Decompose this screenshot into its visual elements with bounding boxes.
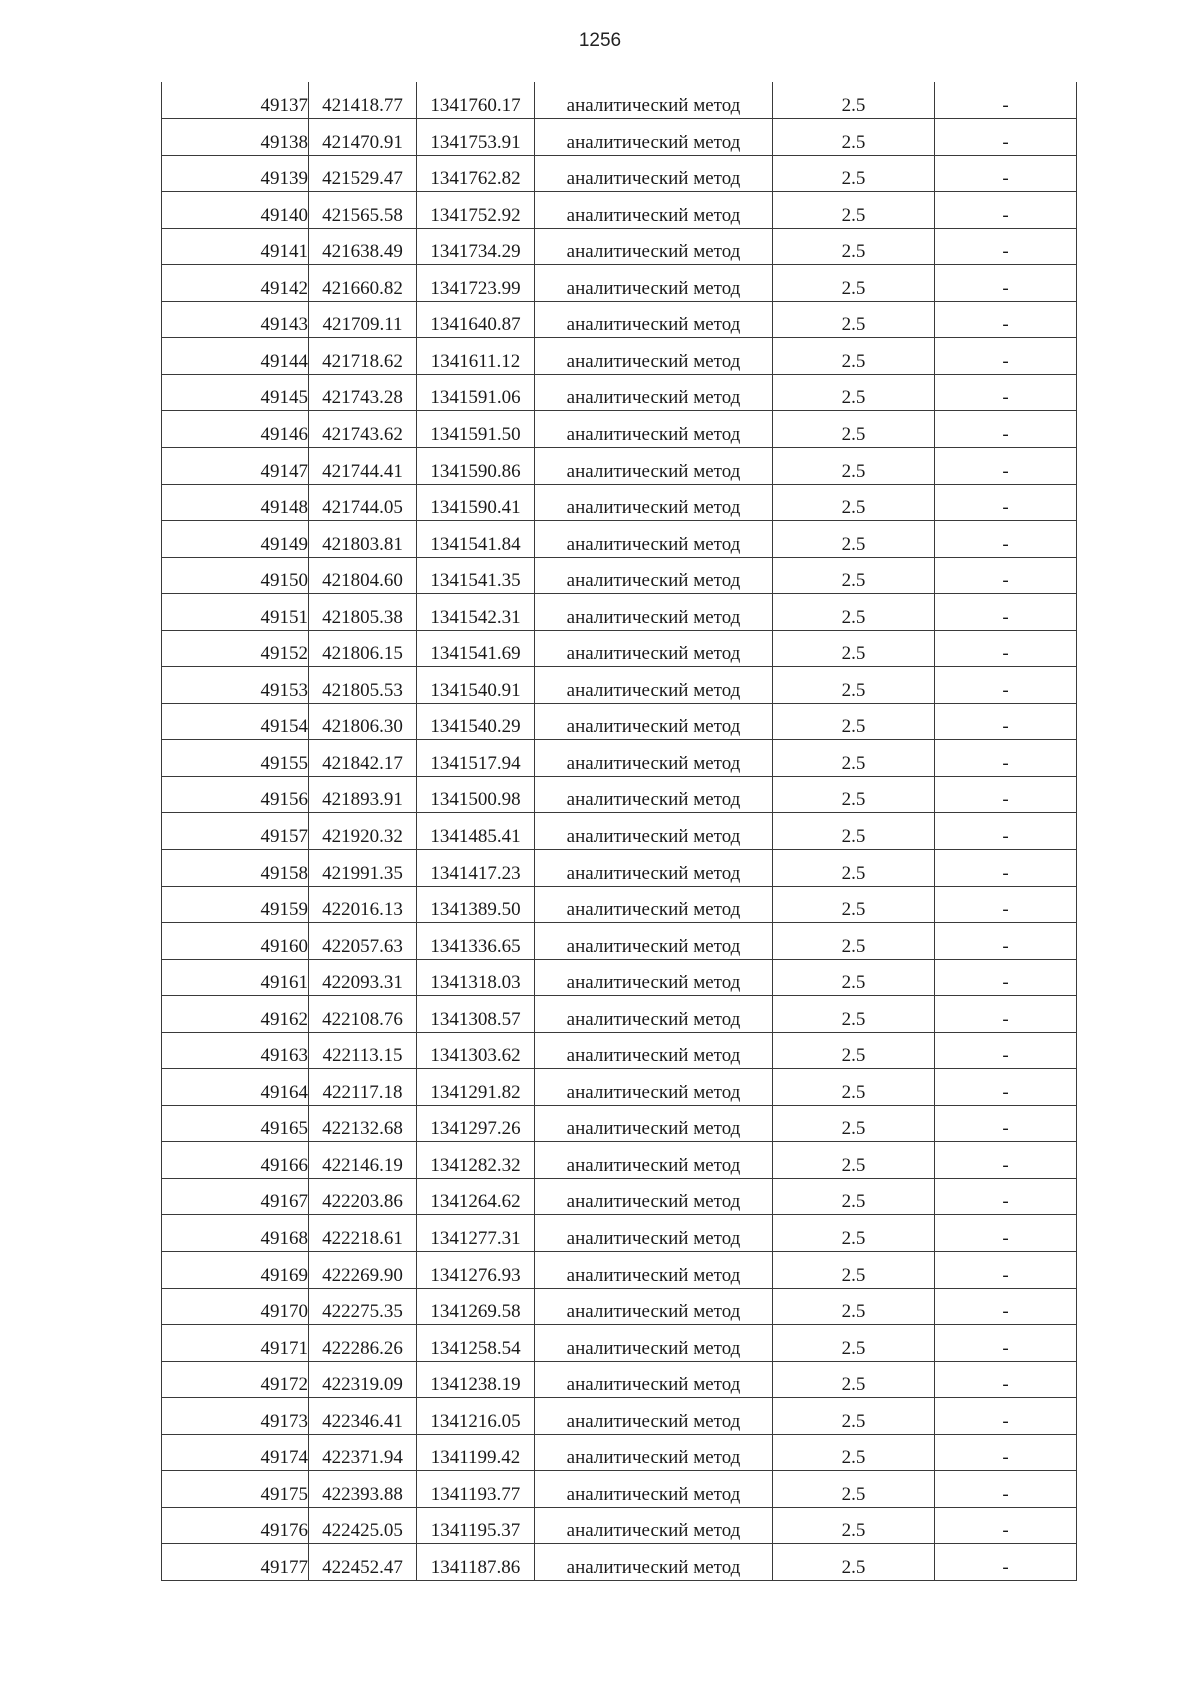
accuracy-cell: 2.5 xyxy=(773,521,935,558)
accuracy-cell: 2.5 xyxy=(773,1325,935,1362)
table-row xyxy=(162,594,1077,631)
accuracy-cell: 2.5 xyxy=(773,192,935,229)
note-cell: - xyxy=(935,82,1077,119)
y-coordinate-cell: 1341303.62 xyxy=(417,1032,535,1069)
point-number-cell: 49155 xyxy=(162,740,309,777)
table-row xyxy=(162,1069,1077,1106)
note-cell: - xyxy=(935,1032,1077,1069)
table-row xyxy=(162,411,1077,448)
table-row xyxy=(162,521,1077,558)
table-row xyxy=(162,265,1077,302)
accuracy-cell: 2.5 xyxy=(773,1252,935,1289)
note-cell: - xyxy=(935,667,1077,704)
note-cell: - xyxy=(935,484,1077,521)
note-cell: - xyxy=(935,557,1077,594)
point-number-cell: 49169 xyxy=(162,1252,309,1289)
note-cell: - xyxy=(935,1288,1077,1325)
accuracy-cell: 2.5 xyxy=(773,1507,935,1544)
accuracy-cell: 2.5 xyxy=(773,813,935,850)
y-coordinate-cell: 1341187.86 xyxy=(417,1544,535,1581)
x-coordinate-cell: 422108.76 xyxy=(309,996,417,1033)
note-cell: - xyxy=(935,776,1077,813)
y-coordinate-cell: 1341590.86 xyxy=(417,447,535,484)
accuracy-cell: 2.5 xyxy=(773,1178,935,1215)
x-coordinate-cell: 421565.58 xyxy=(309,192,417,229)
table-row xyxy=(162,740,1077,777)
y-coordinate-cell: 1341264.62 xyxy=(417,1178,535,1215)
accuracy-cell: 2.5 xyxy=(773,703,935,740)
table-row xyxy=(162,849,1077,886)
x-coordinate-cell: 421804.60 xyxy=(309,557,417,594)
x-coordinate-cell: 422452.47 xyxy=(309,1544,417,1581)
method-cell: аналитический метод xyxy=(535,703,773,740)
method-cell: аналитический метод xyxy=(535,776,773,813)
table-row xyxy=(162,923,1077,960)
y-coordinate-cell: 1341723.99 xyxy=(417,265,535,302)
method-cell: аналитический метод xyxy=(535,265,773,302)
x-coordinate-cell: 422057.63 xyxy=(309,923,417,960)
note-cell: - xyxy=(935,886,1077,923)
accuracy-cell: 2.5 xyxy=(773,1288,935,1325)
y-coordinate-cell: 1341216.05 xyxy=(417,1398,535,1435)
y-coordinate-cell: 1341640.87 xyxy=(417,301,535,338)
method-cell: аналитический метод xyxy=(535,228,773,265)
note-cell: - xyxy=(935,521,1077,558)
note-cell: - xyxy=(935,1252,1077,1289)
point-number-cell: 49150 xyxy=(162,557,309,594)
accuracy-cell: 2.5 xyxy=(773,338,935,375)
accuracy-cell: 2.5 xyxy=(773,1361,935,1398)
point-number-cell: 49172 xyxy=(162,1361,309,1398)
method-cell: аналитический метод xyxy=(535,521,773,558)
x-coordinate-cell: 421805.38 xyxy=(309,594,417,631)
table-row xyxy=(162,1434,1077,1471)
y-coordinate-cell: 1341193.77 xyxy=(417,1471,535,1508)
table-row xyxy=(162,630,1077,667)
y-coordinate-cell: 1341277.31 xyxy=(417,1215,535,1252)
note-cell: - xyxy=(935,228,1077,265)
method-cell: аналитический метод xyxy=(535,338,773,375)
point-number-cell: 49148 xyxy=(162,484,309,521)
method-cell: аналитический метод xyxy=(535,374,773,411)
method-cell: аналитический метод xyxy=(535,1544,773,1581)
point-number-cell: 49168 xyxy=(162,1215,309,1252)
y-coordinate-cell: 1341541.69 xyxy=(417,630,535,667)
accuracy-cell: 2.5 xyxy=(773,594,935,631)
point-number-cell: 49165 xyxy=(162,1105,309,1142)
accuracy-cell: 2.5 xyxy=(773,447,935,484)
y-coordinate-cell: 1341541.84 xyxy=(417,521,535,558)
note-cell: - xyxy=(935,301,1077,338)
point-number-cell: 49149 xyxy=(162,521,309,558)
table-row xyxy=(162,338,1077,375)
y-coordinate-cell: 1341485.41 xyxy=(417,813,535,850)
table-row xyxy=(162,1544,1077,1581)
y-coordinate-cell: 1341752.92 xyxy=(417,192,535,229)
y-coordinate-cell: 1341734.29 xyxy=(417,228,535,265)
point-number-cell: 49143 xyxy=(162,301,309,338)
note-cell: - xyxy=(935,192,1077,229)
accuracy-cell: 2.5 xyxy=(773,119,935,156)
table-row xyxy=(162,1178,1077,1215)
x-coordinate-cell: 421470.91 xyxy=(309,119,417,156)
point-number-cell: 49139 xyxy=(162,155,309,192)
point-number-cell: 49141 xyxy=(162,228,309,265)
accuracy-cell: 2.5 xyxy=(773,1471,935,1508)
x-coordinate-cell: 421660.82 xyxy=(309,265,417,302)
x-coordinate-cell: 422393.88 xyxy=(309,1471,417,1508)
note-cell: - xyxy=(935,630,1077,667)
table-row xyxy=(162,996,1077,1033)
table-row xyxy=(162,886,1077,923)
point-number-cell: 49164 xyxy=(162,1069,309,1106)
x-coordinate-cell: 421743.62 xyxy=(309,411,417,448)
accuracy-cell: 2.5 xyxy=(773,959,935,996)
accuracy-cell: 2.5 xyxy=(773,1032,935,1069)
x-coordinate-cell: 422093.31 xyxy=(309,959,417,996)
point-number-cell: 49146 xyxy=(162,411,309,448)
y-coordinate-cell: 1341318.03 xyxy=(417,959,535,996)
table-row xyxy=(162,557,1077,594)
note-cell: - xyxy=(935,1507,1077,1544)
method-cell: аналитический метод xyxy=(535,155,773,192)
method-cell: аналитический метод xyxy=(535,1105,773,1142)
accuracy-cell: 2.5 xyxy=(773,1142,935,1179)
note-cell: - xyxy=(935,923,1077,960)
method-cell: аналитический метод xyxy=(535,813,773,850)
point-number-cell: 49142 xyxy=(162,265,309,302)
accuracy-cell: 2.5 xyxy=(773,776,935,813)
point-number-cell: 49138 xyxy=(162,119,309,156)
table-row xyxy=(162,374,1077,411)
table-row xyxy=(162,1471,1077,1508)
y-coordinate-cell: 1341276.93 xyxy=(417,1252,535,1289)
x-coordinate-cell: 421842.17 xyxy=(309,740,417,777)
x-coordinate-cell: 422113.15 xyxy=(309,1032,417,1069)
x-coordinate-cell: 421991.35 xyxy=(309,849,417,886)
method-cell: аналитический метод xyxy=(535,1434,773,1471)
note-cell: - xyxy=(935,1142,1077,1179)
point-number-cell: 49154 xyxy=(162,703,309,740)
x-coordinate-cell: 422269.90 xyxy=(309,1252,417,1289)
x-coordinate-cell: 421806.30 xyxy=(309,703,417,740)
note-cell: - xyxy=(935,740,1077,777)
accuracy-cell: 2.5 xyxy=(773,301,935,338)
method-cell: аналитический метод xyxy=(535,1398,773,1435)
note-cell: - xyxy=(935,265,1077,302)
x-coordinate-cell: 421709.11 xyxy=(309,301,417,338)
accuracy-cell: 2.5 xyxy=(773,996,935,1033)
note-cell: - xyxy=(935,959,1077,996)
note-cell: - xyxy=(935,813,1077,850)
method-cell: аналитический метод xyxy=(535,1361,773,1398)
x-coordinate-cell: 421743.28 xyxy=(309,374,417,411)
note-cell: - xyxy=(935,996,1077,1033)
y-coordinate-cell: 1341541.35 xyxy=(417,557,535,594)
table-row xyxy=(162,813,1077,850)
table-row xyxy=(162,484,1077,521)
point-number-cell: 49176 xyxy=(162,1507,309,1544)
accuracy-cell: 2.5 xyxy=(773,1544,935,1581)
x-coordinate-cell: 422286.26 xyxy=(309,1325,417,1362)
accuracy-cell: 2.5 xyxy=(773,265,935,302)
y-coordinate-cell: 1341590.41 xyxy=(417,484,535,521)
point-number-cell: 49156 xyxy=(162,776,309,813)
x-coordinate-cell: 422016.13 xyxy=(309,886,417,923)
table-row xyxy=(162,1142,1077,1179)
note-cell: - xyxy=(935,374,1077,411)
coordinates-table-body xyxy=(162,82,1077,1580)
method-cell: аналитический метод xyxy=(535,1471,773,1508)
x-coordinate-cell: 421529.47 xyxy=(309,155,417,192)
point-number-cell: 49158 xyxy=(162,849,309,886)
table-row xyxy=(162,192,1077,229)
note-cell: - xyxy=(935,849,1077,886)
table-row xyxy=(162,1325,1077,1362)
point-number-cell: 49160 xyxy=(162,923,309,960)
accuracy-cell: 2.5 xyxy=(773,155,935,192)
accuracy-cell: 2.5 xyxy=(773,849,935,886)
point-number-cell: 49175 xyxy=(162,1471,309,1508)
y-coordinate-cell: 1341753.91 xyxy=(417,119,535,156)
accuracy-cell: 2.5 xyxy=(773,1105,935,1142)
point-number-cell: 49177 xyxy=(162,1544,309,1581)
accuracy-cell: 2.5 xyxy=(773,630,935,667)
point-number-cell: 49167 xyxy=(162,1178,309,1215)
table-row xyxy=(162,1361,1077,1398)
point-number-cell: 49137 xyxy=(162,82,309,119)
accuracy-cell: 2.5 xyxy=(773,667,935,704)
x-coordinate-cell: 421418.77 xyxy=(309,82,417,119)
x-coordinate-cell: 422146.19 xyxy=(309,1142,417,1179)
method-cell: аналитический метод xyxy=(535,82,773,119)
y-coordinate-cell: 1341269.58 xyxy=(417,1288,535,1325)
y-coordinate-cell: 1341308.57 xyxy=(417,996,535,1033)
point-number-cell: 49171 xyxy=(162,1325,309,1362)
x-coordinate-cell: 422218.61 xyxy=(309,1215,417,1252)
accuracy-cell: 2.5 xyxy=(773,923,935,960)
method-cell: аналитический метод xyxy=(535,447,773,484)
point-number-cell: 49170 xyxy=(162,1288,309,1325)
note-cell: - xyxy=(935,1398,1077,1435)
y-coordinate-cell: 1341238.19 xyxy=(417,1361,535,1398)
y-coordinate-cell: 1341540.91 xyxy=(417,667,535,704)
method-cell: аналитический метод xyxy=(535,923,773,960)
method-cell: аналитический метод xyxy=(535,484,773,521)
point-number-cell: 49162 xyxy=(162,996,309,1033)
note-cell: - xyxy=(935,1361,1077,1398)
table-row xyxy=(162,1215,1077,1252)
table-row xyxy=(162,703,1077,740)
accuracy-cell: 2.5 xyxy=(773,1069,935,1106)
table-row xyxy=(162,1398,1077,1435)
table-row xyxy=(162,1105,1077,1142)
note-cell: - xyxy=(935,1544,1077,1581)
y-coordinate-cell: 1341199.42 xyxy=(417,1434,535,1471)
y-coordinate-cell: 1341282.32 xyxy=(417,1142,535,1179)
x-coordinate-cell: 421920.32 xyxy=(309,813,417,850)
method-cell: аналитический метод xyxy=(535,740,773,777)
table-row xyxy=(162,667,1077,704)
point-number-cell: 49157 xyxy=(162,813,309,850)
method-cell: аналитический метод xyxy=(535,1178,773,1215)
accuracy-cell: 2.5 xyxy=(773,886,935,923)
method-cell: аналитический метод xyxy=(535,959,773,996)
method-cell: аналитический метод xyxy=(535,630,773,667)
method-cell: аналитический метод xyxy=(535,301,773,338)
method-cell: аналитический метод xyxy=(535,996,773,1033)
page-number: 1256 xyxy=(578,30,622,51)
point-number-cell: 49147 xyxy=(162,447,309,484)
x-coordinate-cell: 421893.91 xyxy=(309,776,417,813)
table-row xyxy=(162,959,1077,996)
note-cell: - xyxy=(935,1325,1077,1362)
note-cell: - xyxy=(935,1178,1077,1215)
note-cell: - xyxy=(935,594,1077,631)
method-cell: аналитический метод xyxy=(535,1507,773,1544)
table-row xyxy=(162,776,1077,813)
point-number-cell: 49159 xyxy=(162,886,309,923)
accuracy-cell: 2.5 xyxy=(773,1434,935,1471)
y-coordinate-cell: 1341417.23 xyxy=(417,849,535,886)
method-cell: аналитический метод xyxy=(535,119,773,156)
method-cell: аналитический метод xyxy=(535,1069,773,1106)
accuracy-cell: 2.5 xyxy=(773,374,935,411)
y-coordinate-cell: 1341591.50 xyxy=(417,411,535,448)
method-cell: аналитический метод xyxy=(535,886,773,923)
x-coordinate-cell: 421806.15 xyxy=(309,630,417,667)
table-row xyxy=(162,228,1077,265)
x-coordinate-cell: 421638.49 xyxy=(309,228,417,265)
coordinates-table xyxy=(161,82,1077,1581)
y-coordinate-cell: 1341297.26 xyxy=(417,1105,535,1142)
point-number-cell: 49152 xyxy=(162,630,309,667)
x-coordinate-cell: 421744.05 xyxy=(309,484,417,521)
accuracy-cell: 2.5 xyxy=(773,411,935,448)
y-coordinate-cell: 1341762.82 xyxy=(417,155,535,192)
y-coordinate-cell: 1341591.06 xyxy=(417,374,535,411)
point-number-cell: 49153 xyxy=(162,667,309,704)
method-cell: аналитический метод xyxy=(535,1032,773,1069)
method-cell: аналитический метод xyxy=(535,594,773,631)
method-cell: аналитический метод xyxy=(535,1325,773,1362)
point-number-cell: 49144 xyxy=(162,338,309,375)
table-row xyxy=(162,119,1077,156)
y-coordinate-cell: 1341500.98 xyxy=(417,776,535,813)
point-number-cell: 49161 xyxy=(162,959,309,996)
table-row xyxy=(162,1032,1077,1069)
table-row xyxy=(162,447,1077,484)
point-number-cell: 49145 xyxy=(162,374,309,411)
x-coordinate-cell: 422425.05 xyxy=(309,1507,417,1544)
accuracy-cell: 2.5 xyxy=(773,82,935,119)
x-coordinate-cell: 422132.68 xyxy=(309,1105,417,1142)
note-cell: - xyxy=(935,411,1077,448)
method-cell: аналитический метод xyxy=(535,192,773,229)
x-coordinate-cell: 422117.18 xyxy=(309,1069,417,1106)
y-coordinate-cell: 1341258.54 xyxy=(417,1325,535,1362)
point-number-cell: 49174 xyxy=(162,1434,309,1471)
accuracy-cell: 2.5 xyxy=(773,1398,935,1435)
table-row xyxy=(162,1252,1077,1289)
accuracy-cell: 2.5 xyxy=(773,1215,935,1252)
note-cell: - xyxy=(935,703,1077,740)
point-number-cell: 49163 xyxy=(162,1032,309,1069)
method-cell: аналитический метод xyxy=(535,1288,773,1325)
method-cell: аналитический метод xyxy=(535,1252,773,1289)
method-cell: аналитический метод xyxy=(535,1215,773,1252)
note-cell: - xyxy=(935,1215,1077,1252)
point-number-cell: 49173 xyxy=(162,1398,309,1435)
point-number-cell: 49166 xyxy=(162,1142,309,1179)
note-cell: - xyxy=(935,119,1077,156)
method-cell: аналитический метод xyxy=(535,667,773,704)
x-coordinate-cell: 421744.41 xyxy=(309,447,417,484)
y-coordinate-cell: 1341195.37 xyxy=(417,1507,535,1544)
y-coordinate-cell: 1341760.17 xyxy=(417,82,535,119)
x-coordinate-cell: 421803.81 xyxy=(309,521,417,558)
table-row xyxy=(162,301,1077,338)
x-coordinate-cell: 421805.53 xyxy=(309,667,417,704)
y-coordinate-cell: 1341611.12 xyxy=(417,338,535,375)
y-coordinate-cell: 1341389.50 xyxy=(417,886,535,923)
note-cell: - xyxy=(935,447,1077,484)
x-coordinate-cell: 421718.62 xyxy=(309,338,417,375)
accuracy-cell: 2.5 xyxy=(773,557,935,594)
method-cell: аналитический метод xyxy=(535,1142,773,1179)
x-coordinate-cell: 422319.09 xyxy=(309,1361,417,1398)
table-row xyxy=(162,1507,1077,1544)
method-cell: аналитический метод xyxy=(535,849,773,886)
point-number-cell: 49151 xyxy=(162,594,309,631)
note-cell: - xyxy=(935,338,1077,375)
accuracy-cell: 2.5 xyxy=(773,484,935,521)
method-cell: аналитический метод xyxy=(535,411,773,448)
note-cell: - xyxy=(935,1069,1077,1106)
y-coordinate-cell: 1341291.82 xyxy=(417,1069,535,1106)
table-row xyxy=(162,82,1077,119)
note-cell: - xyxy=(935,1471,1077,1508)
y-coordinate-cell: 1341517.94 xyxy=(417,740,535,777)
y-coordinate-cell: 1341336.65 xyxy=(417,923,535,960)
point-number-cell: 49140 xyxy=(162,192,309,229)
note-cell: - xyxy=(935,1105,1077,1142)
table-row xyxy=(162,1288,1077,1325)
method-cell: аналитический метод xyxy=(535,557,773,594)
note-cell: - xyxy=(935,1434,1077,1471)
accuracy-cell: 2.5 xyxy=(773,228,935,265)
x-coordinate-cell: 422203.86 xyxy=(309,1178,417,1215)
x-coordinate-cell: 422371.94 xyxy=(309,1434,417,1471)
note-cell: - xyxy=(935,155,1077,192)
y-coordinate-cell: 1341540.29 xyxy=(417,703,535,740)
x-coordinate-cell: 422346.41 xyxy=(309,1398,417,1435)
y-coordinate-cell: 1341542.31 xyxy=(417,594,535,631)
x-coordinate-cell: 422275.35 xyxy=(309,1288,417,1325)
accuracy-cell: 2.5 xyxy=(773,740,935,777)
table-row xyxy=(162,155,1077,192)
